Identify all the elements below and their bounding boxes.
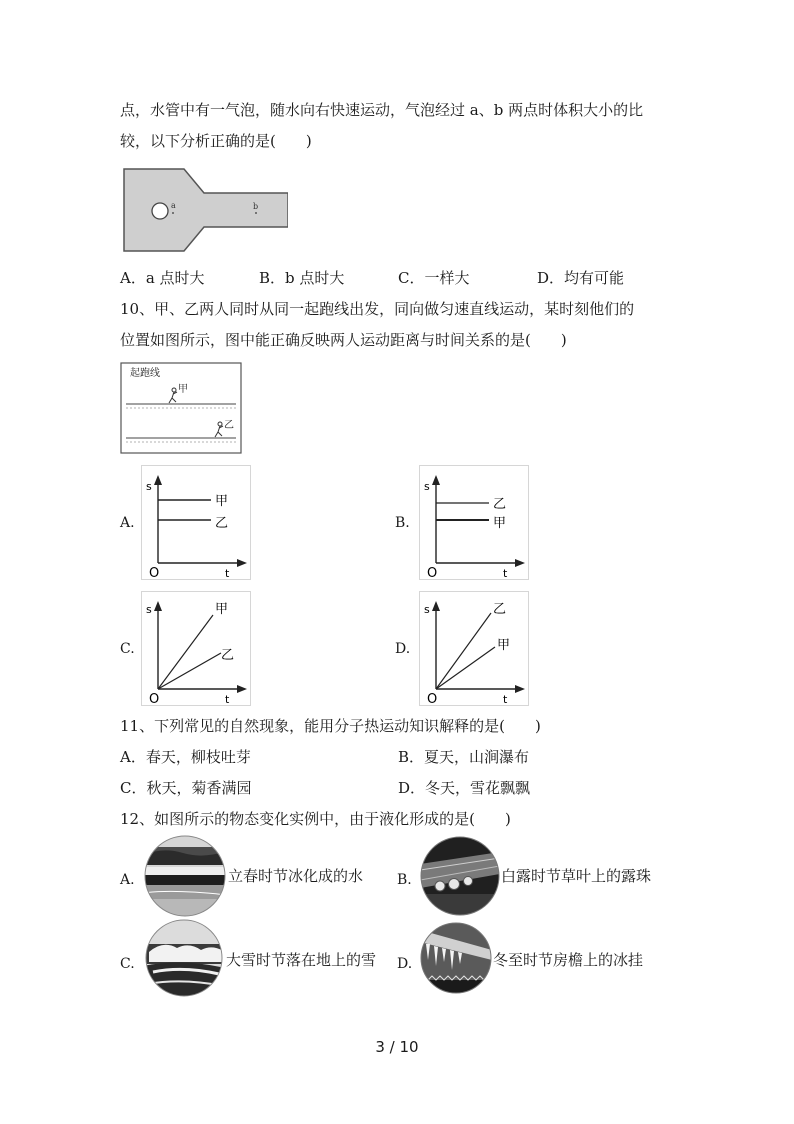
axis-s-label: s <box>146 480 152 493</box>
lower-series-label: 甲 <box>497 638 511 653</box>
q10-stem-line1: 10、甲、乙两人同时从同一起跑线出发，同向做匀速直线运动，某时刻他们的 <box>120 300 635 318</box>
axis-t-label: t <box>503 567 508 580</box>
lower-series-label: 甲 <box>493 516 507 531</box>
page-number: 3 / 10 <box>375 1038 419 1056</box>
q10-track-figure <box>120 362 242 454</box>
origin-label: O <box>149 692 160 706</box>
lower-series-label: 乙 <box>221 648 235 663</box>
start-line-label: 起跑线 <box>130 368 160 379</box>
q9-pipe-figure <box>120 165 288 255</box>
q10-option-d-letter: D. <box>395 641 411 657</box>
q12-photo-c <box>143 918 225 1002</box>
q9-option-b: B．b 点时大 <box>259 269 345 287</box>
origin-label: O <box>427 692 438 706</box>
q12-caption-a: 立春时节冰化成的水 <box>228 867 364 885</box>
origin-label: O <box>149 566 160 580</box>
q10-option-c-letter: C. <box>120 641 135 657</box>
q10-graph-d <box>419 591 529 706</box>
upper-series-label: 乙 <box>493 602 507 617</box>
q11-option-c: C．秋天，菊香满园 <box>120 779 252 797</box>
axis-s-label: s <box>424 480 430 493</box>
q12-photo-b <box>420 834 500 922</box>
q12-option-d-letter: D. <box>397 956 413 972</box>
axis-t-label: t <box>225 567 230 580</box>
q10-option-b-letter: B. <box>395 515 410 531</box>
q12-photo-a <box>143 833 227 923</box>
upper-series-label: 甲 <box>215 602 229 617</box>
q12-caption-c: 大雪时节落在地上的雪 <box>226 951 377 969</box>
q11-option-b: B．夏天，山涧瀑布 <box>398 748 530 766</box>
axis-s-label: s <box>146 603 152 616</box>
q12-option-c-letter: C. <box>120 956 135 972</box>
q10-stem-line2: 位置如图所示，图中能正确反映两人运动距离与时间关系的是( ) <box>120 331 567 349</box>
q11-stem: 11、下列常见的自然现象，能用分子热运动知识解释的是( ) <box>120 717 541 735</box>
point-b-label: b <box>253 202 259 211</box>
bubble-icon <box>152 203 168 219</box>
q9-option-a: A．a 点时大 <box>120 269 205 287</box>
axis-t-label: t <box>225 693 230 706</box>
q10-option-a-letter: A. <box>120 515 135 531</box>
q10-graph-c <box>141 591 251 706</box>
q9-option-c: C．一样大 <box>398 269 470 287</box>
q11-option-d: D．冬天，雪花飘飘 <box>398 779 531 797</box>
q12-option-a-letter: A. <box>120 872 135 888</box>
upper-series-label: 甲 <box>215 494 229 509</box>
lower-series-label: 乙 <box>215 516 229 531</box>
q12-caption-d: 冬至时节房檐上的冰挂 <box>493 951 644 969</box>
point-a-label: a <box>171 201 176 210</box>
q9-stem-line1: 点，水管中有一气泡，随水向右快速运动，气泡经过 a、b 两点时体积大小的比 <box>120 101 644 119</box>
q10-graph-a <box>141 465 251 580</box>
q9-option-d: D．均有可能 <box>537 269 625 287</box>
q12-photo-d <box>420 920 492 1000</box>
axis-s-label: s <box>424 603 430 616</box>
q11-option-a: A．春天，柳枝吐芽 <box>120 748 251 766</box>
q12-stem: 12、如图所示的物态变化实例中，由于液化形成的是( ) <box>120 810 511 828</box>
q9-stem-line2: 较，以下分析正确的是( ) <box>120 132 312 150</box>
axis-t-label: t <box>503 693 508 706</box>
q10-graph-b <box>419 465 529 580</box>
q12-option-b-letter: B. <box>397 872 412 888</box>
runner-jia-label: 甲 <box>178 384 188 395</box>
upper-series-label: 乙 <box>493 497 507 512</box>
q12-caption-b: 白露时节草叶上的露珠 <box>501 867 652 885</box>
origin-label: O <box>427 566 438 580</box>
runner-yi-label: 乙 <box>224 420 234 431</box>
